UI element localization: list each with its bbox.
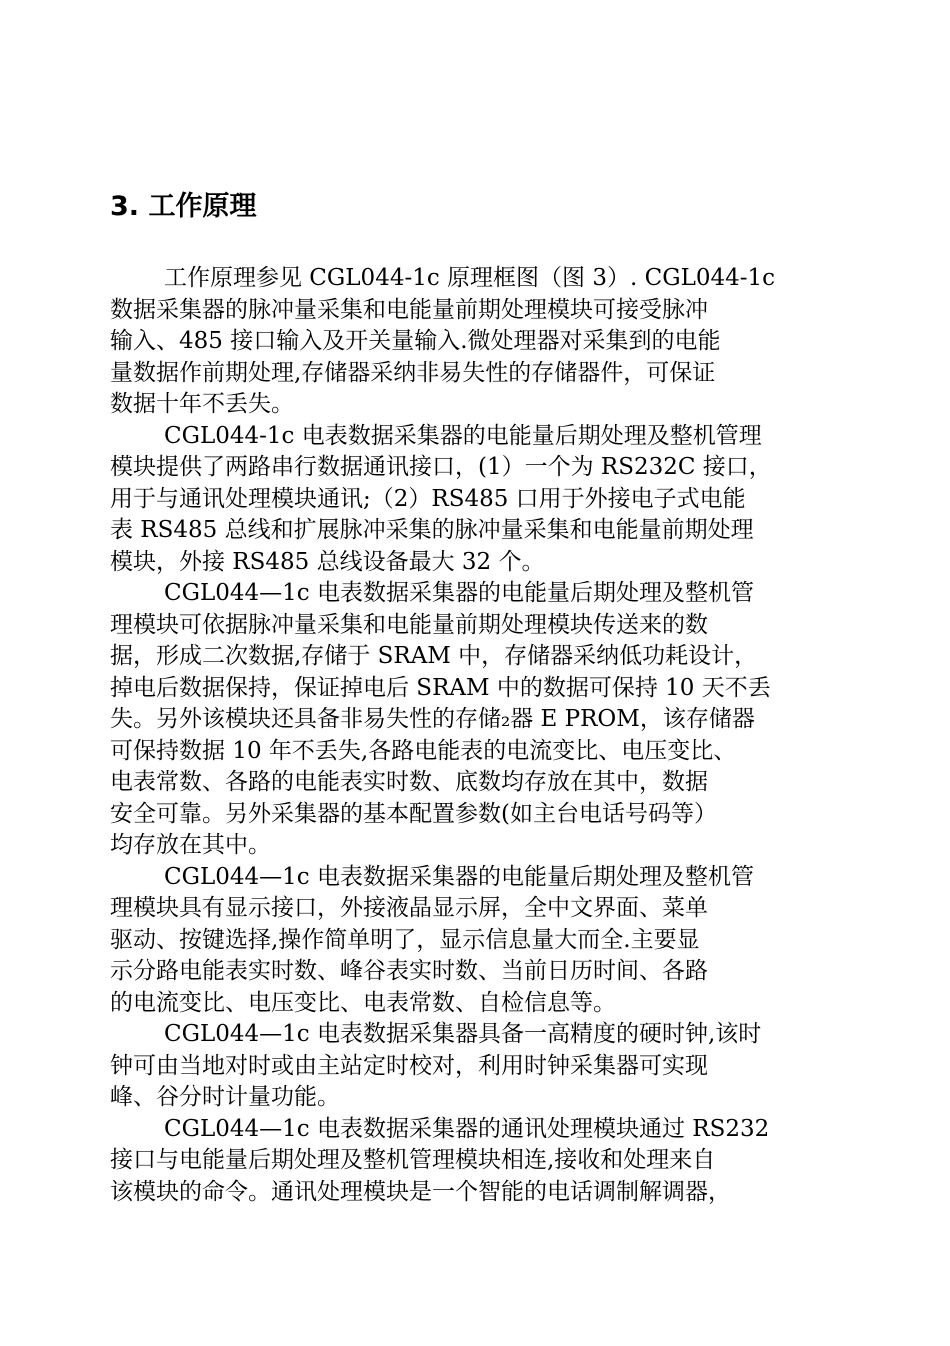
- text-line: 峰、谷分时计量功能。: [110, 1084, 340, 1110]
- text-line: 数据采集器的脉冲量采集和电能量前期处理模块可接受脉冲: [110, 296, 708, 323]
- text-line: 电表常数、各路的电能表实时数、底数均存放在其中，数据: [110, 769, 708, 795]
- text-line: 钟可由当地对时或由主站定时校对，利用时钟采集器可实现: [110, 1052, 708, 1079]
- text-line: 数据十年不丢失。: [110, 391, 294, 417]
- text-line: 输入、485 接口输入及开关量输入.微处理器对采集到的电能: [110, 328, 721, 354]
- text-line: 据，形成二次数据,存储于 SRAM 中，存储器采纳低功耗设计，: [110, 643, 758, 669]
- text-line: 理模块具有显示接口，外接液晶显示屏，全中文界面、菜单: [110, 895, 708, 921]
- text-line: 工作原理参见 CGL044-1c 原理框图（图 3）. CGL044-1c: [164, 265, 776, 291]
- text-line: 量数据作前期处理,存储器采纳非易失性的存储器件，可保证: [110, 359, 716, 386]
- text-line: 的电流变比、电压变比、电表常数、自检信息等。: [110, 989, 616, 1016]
- text-line: 掉电后数据保持，保证掉电后 SRAM 中的数据可保持 10 天不丢: [110, 674, 771, 701]
- text-line: CGL044—1c 电表数据采集器的通讯处理模块通过 RS232: [164, 1115, 770, 1142]
- text-line: 表 RS485 总线和扩展脉冲采集的脉冲量采集和电能量前期处理: [110, 517, 754, 543]
- text-line: 可保持数据 10 年不丢失,各路电能表的电流变比、电压变比、: [110, 737, 737, 764]
- text-line: 安全可靠。另外采集器的基本配置参数(如主台电话号码等）: [110, 800, 717, 827]
- text-line: 示分路电能表实时数、峰谷表实时数、当前日历时间、各路: [110, 958, 708, 984]
- text-line: CGL044—1c 电表数据采集器具备一高精度的硬时钟,该时: [164, 1021, 762, 1047]
- text-line: 模块，外接 RS485 总线设备最大 32 个。: [110, 548, 545, 575]
- text-line: 均存放在其中。: [110, 832, 271, 858]
- section-heading: 3. 工作原理: [110, 191, 257, 222]
- text-line: CGL044—1c 电表数据采集器的电能量后期处理及整机管: [164, 863, 754, 890]
- text-line: 接口与电能量后期处理及整机管理模块相连,接收和处理来自: [110, 1147, 716, 1173]
- body-text: [110, 263, 840, 1208]
- text-line: 失。另外该模块还具备非易失性的存储₂器 E PROM，该存储器: [110, 706, 755, 732]
- text-line: 驱动、按键选择,操作简单明了，显示信息量大而全.主要显: [110, 926, 700, 953]
- text-line: 理模块可依据脉冲量采集和电能量前期处理模块传送来的数: [110, 611, 708, 638]
- text-line: 模块提供了两路串行数据通讯接口，(1）一个为 RS232C 接口，: [110, 454, 772, 480]
- text-line: CGL044-1c 电表数据采集器的电能量后期处理及整机管理: [164, 422, 762, 449]
- text-line: CGL044—1c 电表数据采集器的电能量后期处理及整机管: [164, 580, 754, 606]
- text-line: 该模块的命令。通讯处理模块是一个智能的电话调制解调器，: [110, 1178, 731, 1205]
- text-line: 用于与通讯处理模块通讯;（2）RS485 口用于外接电子式电能: [110, 485, 746, 512]
